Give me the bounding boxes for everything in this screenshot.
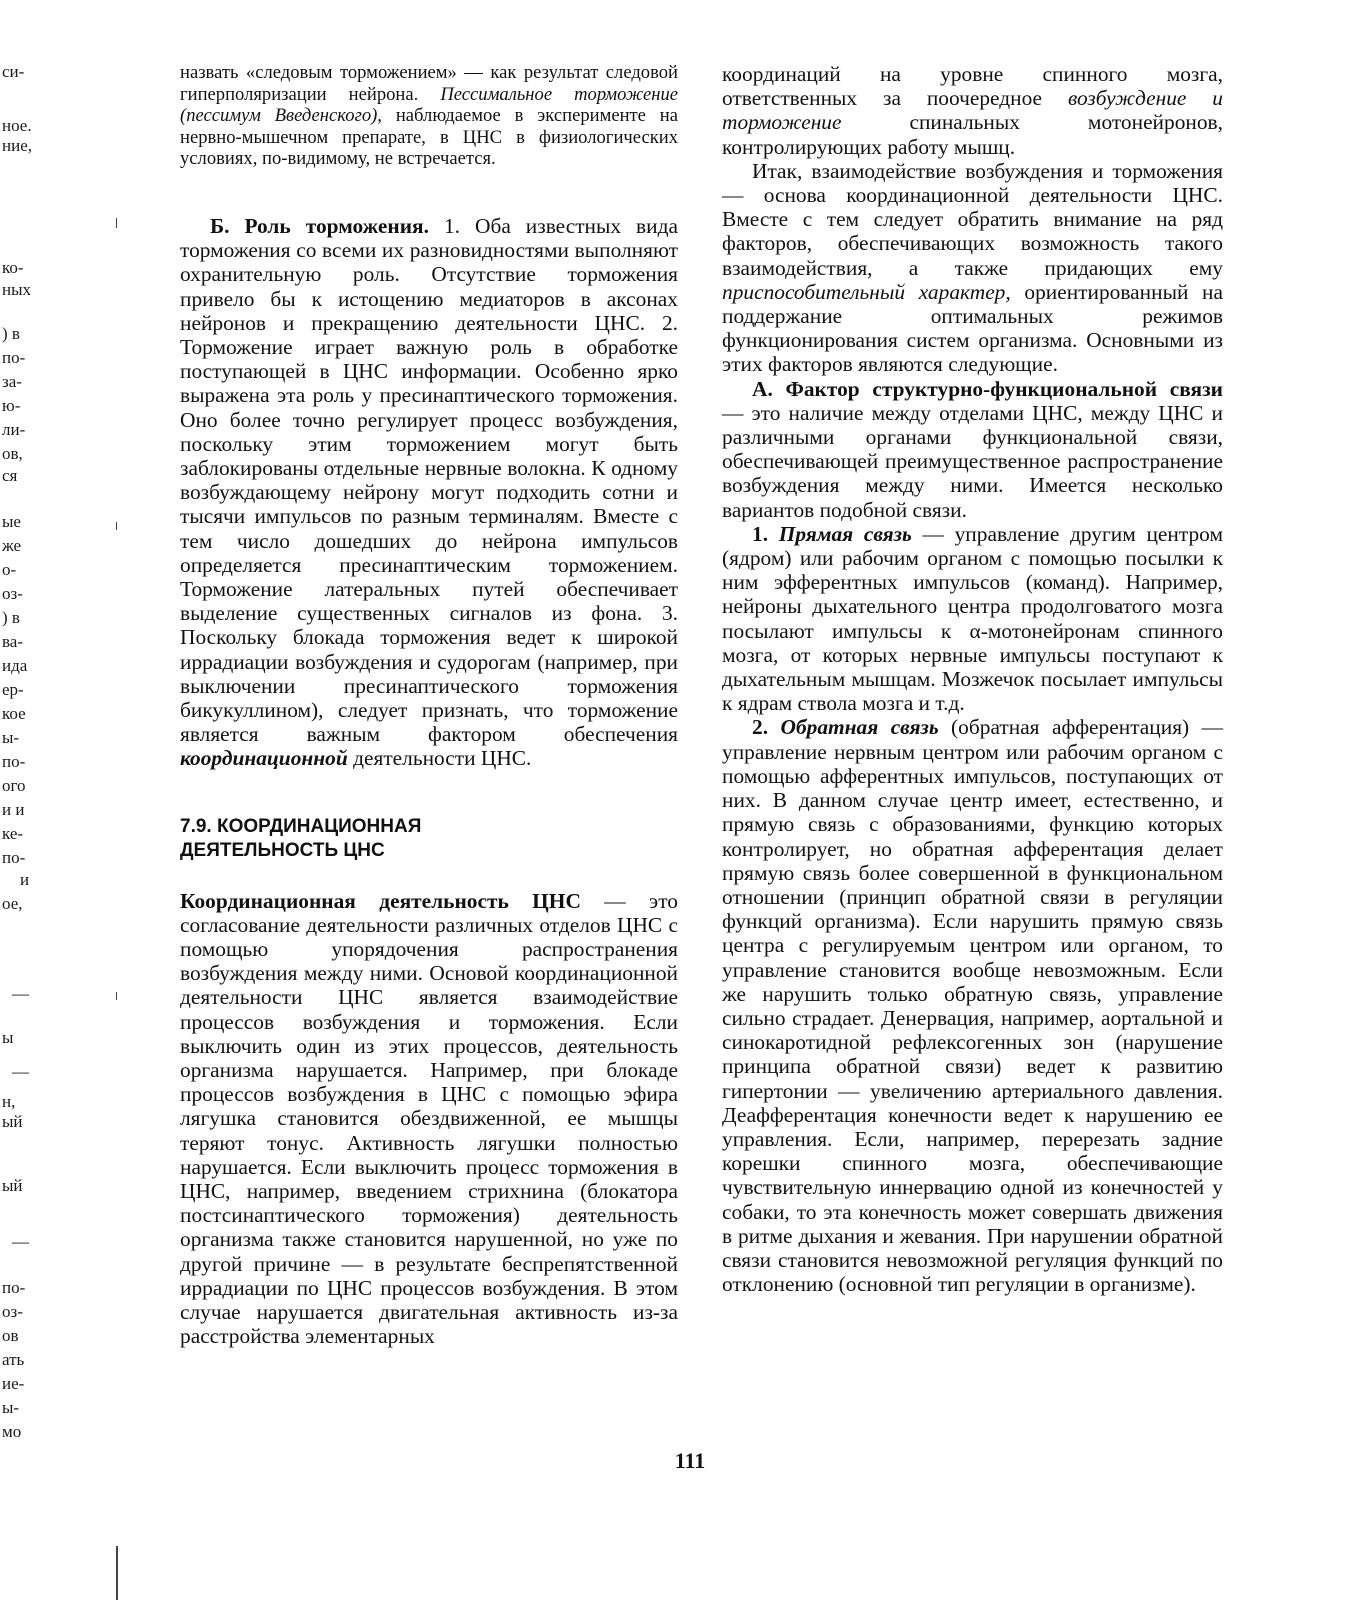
- list-number: 2.: [752, 715, 769, 740]
- margin-fragment: кое: [2, 704, 26, 723]
- subsection-title: А. Фактор структурно-функциональной связи: [752, 376, 1223, 401]
- margin-fragment: по-: [2, 1278, 26, 1297]
- paragraph: [722, 62, 1223, 159]
- margin-fragment: ер-: [2, 680, 24, 699]
- margin-fragment: по-: [2, 848, 26, 867]
- margin-fragment: си-: [2, 62, 25, 81]
- section-heading-line: ДЕЯТЕЛЬНОСТЬ ЦНС: [180, 839, 385, 861]
- paragraph: [722, 159, 1223, 377]
- margin-fragment: ы: [2, 1028, 14, 1047]
- italic-term: возбуждение и торможение: [722, 86, 1223, 135]
- margin-fragment: ое,: [2, 894, 23, 913]
- margin-fragment: и: [20, 870, 30, 889]
- margin-fragment: ке-: [2, 824, 24, 843]
- margin-fragment: ые: [2, 512, 21, 531]
- margin-fragment: ) в: [2, 608, 20, 627]
- margin-fragment: ю-: [2, 396, 21, 415]
- margin-fragment: ся: [2, 466, 18, 485]
- italic-term: приспособительный характер,: [722, 279, 1011, 304]
- bold-italic-term: Обратная связь: [780, 715, 939, 740]
- margin-fragment: и и: [2, 800, 25, 819]
- margin-fragment: же: [2, 536, 22, 555]
- margin-fragment: по-: [2, 348, 26, 367]
- list-number: 1.: [752, 521, 769, 546]
- scan-mark: [116, 522, 117, 530]
- bold-italic-term: Прямая связь: [778, 521, 912, 546]
- subsection-title: Б. Роль торможения.: [210, 213, 429, 238]
- margin-fragment: ли-: [2, 420, 26, 439]
- margin-fragment: ать: [2, 1350, 25, 1369]
- margin-fragment: о-: [2, 560, 17, 579]
- margin-fragment: ко-: [2, 258, 24, 277]
- margin-fragment: ый: [2, 1176, 23, 1195]
- section-heading-line: 7.9. КООРДИНАЦИОННАЯ: [180, 815, 422, 837]
- margin-fragment: ов,: [2, 444, 23, 463]
- margin-fragment: за-: [2, 372, 22, 391]
- paragraph: [180, 889, 678, 1349]
- margin-fragment: ное.: [2, 116, 32, 135]
- text-column-right: [722, 62, 1223, 1296]
- margin-fragment: ый: [2, 1112, 23, 1131]
- paragraph-text: — это согласование деятельности различных отделов ЦНС с помощью упорядочения распространения возбуждения между ними. Основой координационной деятельности ЦНС является взаимодействие процессов возбуждения и торможения. Если выключить один из этих процессов, деятельность организма нарушается. Например, при блокаде процессов возбуждения в ЦНС с помощью эфира лягушка становится обездвиженной, ее мышцы теряют тонус. Активность лягушки полностью нарушается. Если выключить процесс торможения в ЦНС, например, введением стрихнина (блокатора постсинаптического торможения) деятельность организма также становится нарушенной, но уже по другой причине — в результате беспрепятственной иррадиации по ЦНС процессов возбуждения. В этом случае нарушается двигательная активность из-за расстройства элементарных: [180, 888, 678, 1349]
- margin-fragment: ва-: [2, 632, 24, 651]
- paragraph-text: назвать «следовым торможением» — как результат следовой гиперполяризации нейрона.: [180, 62, 678, 105]
- paragraph-text: координаций на уровне спинного мозга, ответственных за поочередное: [722, 62, 1223, 111]
- paragraph-text: ориентированный на поддержание оптимальных режимов функционирования систем организма. Основными из этих факторов являются следующие.: [722, 279, 1223, 377]
- text-column-left: [180, 62, 678, 1349]
- margin-fragment: ных: [2, 280, 32, 299]
- bold-term: Координационная деятельность ЦНС: [180, 888, 581, 913]
- margin-fragment: ов: [2, 1326, 19, 1345]
- paragraph-text: — управление другим центром (ядром) или рабочим органом с помощью посылки к ним эфферентных импульсов (команд). Например, нейроны дыхательного центра продолговатого мозга посылают импульсы к α-мотонейронам спинного мозга, от которых нервные импульсы поступают к дыхательным мышцам. Мозжечок посылает импульсы к ядрам ствола мозга и т.д.: [722, 521, 1223, 716]
- paragraph-text: наблюдаемое в эксперименте на нервно-мышечном препарате, в ЦНС в физиологических условиях, по-видимому, не встречается.: [180, 105, 678, 170]
- paragraph-text: 1. Оба известных вида торможения со всеми их разновидностями выполняют охранительную роль. Отсутствие торможения привело бы к истощению медиаторов в аксонах нейронов и прекращению деятельности ЦНС. 2. Торможение играет важную роль в обработке поступающей в ЦНС информации. Особенно ярко выражена эта роль у пресинаптического торможения. Оно более точно регулирует процесс возбуждения, поскольку этим торможением могут быть заблокированы отдельные нервные волокна. К одному возбуждающему нейрону могут подходить сотни и тысячи импульсов по разным терминалям. Вместе с тем число дошедших до нейрона импульсов определяется пресинаптическим торможением. Торможение латеральных путей обеспечивает выделение существенных сигналов из фона. 3. Поскольку блокада торможения ведет к широкой иррадиации возбуждения и судорогам (например, при выключении пресинаптического торможения бикукуллином), следует признать, что торможение является важным фактором обеспечения: [180, 213, 678, 747]
- scan-mark: [116, 992, 117, 1000]
- paragraph-text: Итак, взаимодействие возбуждения и торможения — основа координационной деятельности ЦНС. Вместе с тем следует обратить внимание на ряд факторов, обеспечивающих возможность такого взаимодействия, а также придающих ему: [722, 158, 1223, 280]
- margin-fragment: —: [12, 1062, 29, 1081]
- paragraph-text: деятельности ЦНС.: [347, 746, 532, 771]
- paragraph: [722, 522, 1223, 716]
- section-heading: [180, 815, 678, 863]
- paragraph: [722, 377, 1223, 522]
- margin-fragment: —: [12, 984, 29, 1003]
- margin-fragment: ого: [2, 776, 26, 795]
- margin-fragment: оз-: [2, 1302, 23, 1321]
- margin-fragment: ние,: [2, 136, 32, 155]
- margin-fragment: ы-: [2, 1398, 20, 1417]
- paragraph-text: — это наличие между отделами ЦНС, между ЦНС и различными органами функциональной связи, обеспечивающей преимущественное распространение возбуждения между ними. Имеется несколько вариантов подобной связи.: [722, 400, 1223, 522]
- page-number: 111: [674, 1448, 706, 1473]
- scan-mark: [116, 1546, 118, 1600]
- paragraph-text: (обратная афферентация) — управление нервным центром или рабочим органом с помощью афферентных импульсов, поступающих от них. В данном случае центр имеет, естественно, и прямую связь с образованиями, функцию которых контролирует, но обратная афферентация делает прямую связь более совершенной в функциональном отношении (принцип обратной связи в регуляции функций организма). Если нарушить прямую связь центра с регулируемым центром или органом, то управление становится вообще невозможным. Если же нарушить только обратную связь, управление сильно страдает. Денервация, например, аортальной и синокаротидной рефлексогенных зон (нарушение принципа обратной связи) ведет к развитию гипертонии — увеличению артериального давления. Деафферентация конечности ведет к нарушению ее управления. Если, например, перерезать задние корешки спинного мозга, обеспечивающие чувствительную иннервацию одной из конечностей у собаки, то эта конечность может совершать движения в ритме дыхания и жевания. При нарушении обратной связи становится невозможной регуляция функций по отклонению (основной тип регуляции в организме).: [722, 715, 1223, 1297]
- paragraph: [722, 715, 1223, 1296]
- margin-fragment: по-: [2, 752, 26, 771]
- paragraph: [180, 214, 678, 771]
- margin-fragment: ) в: [2, 324, 20, 343]
- margin-fragment: —: [12, 1232, 29, 1251]
- margin-fragment: н,: [2, 1092, 16, 1111]
- paragraph: [180, 62, 678, 170]
- italic-term: Пессимальное торможение (пессимум Введенского),: [180, 83, 678, 127]
- scan-mark: [116, 218, 117, 228]
- margin-fragment: ида: [2, 656, 28, 675]
- paragraph-text: спинальных мотонейронов, контролирующих работу мышц.: [722, 110, 1223, 159]
- margin-fragment: оз-: [2, 584, 23, 603]
- bold-italic-term: координационной: [180, 746, 348, 771]
- margin-fragment: ие-: [2, 1374, 25, 1393]
- margin-fragment: мо: [2, 1422, 22, 1441]
- margin-fragment: ы-: [2, 728, 20, 747]
